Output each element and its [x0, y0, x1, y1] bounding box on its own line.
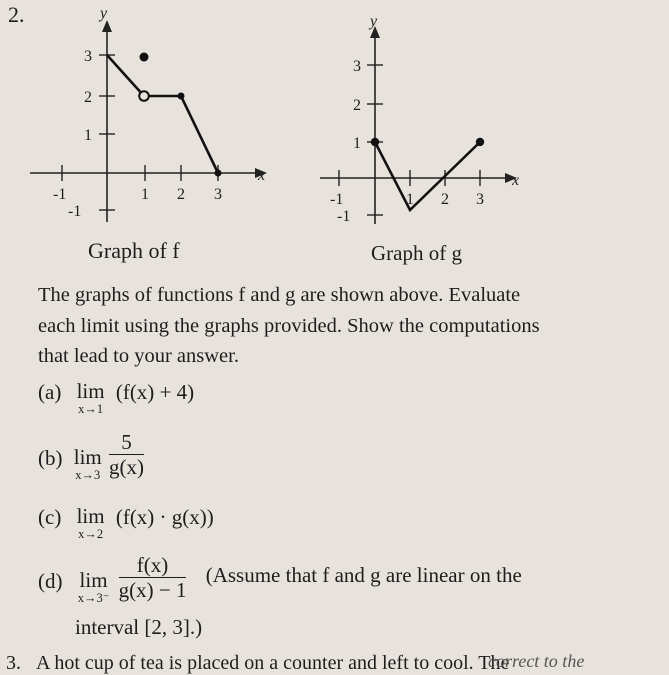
graph-f-ytick-label: 3	[84, 48, 92, 65]
lim-subscript: x→2	[78, 527, 104, 541]
problem-number: 2.	[8, 2, 25, 27]
graph-g-x-label: x	[512, 172, 520, 189]
part-a-lim	[77, 380, 105, 416]
lim-subscript: x→1	[78, 402, 104, 416]
graph-g-xtick-label: 2	[441, 191, 449, 208]
graph-g-xtick-label: 3	[476, 191, 484, 208]
next-problem-number: 3.	[6, 652, 21, 674]
next-problem-text: A hot cup of tea is placed on a counter and left to cool. The	[36, 652, 510, 674]
graph-g-ytick-label: 1	[353, 135, 361, 152]
part-d-label: (d)	[38, 569, 63, 593]
graph-f-endpoint	[215, 170, 222, 177]
part-d	[38, 553, 648, 605]
part-c-expression: (f(x) · g(x))	[115, 505, 214, 529]
fraction-denominator: g(x)	[109, 455, 145, 479]
fraction-denominator: g(x) − 1	[118, 578, 187, 602]
part-b-fraction	[109, 430, 144, 479]
graph-g-endpoint	[371, 138, 379, 146]
graph-f-ytick-label: 1	[84, 127, 92, 144]
graph-g	[300, 0, 560, 275]
graph-f-xtick-label: -1	[53, 186, 67, 203]
graph-g-xtick-label: -1	[330, 191, 344, 208]
fraction-numerator: f(x)	[119, 553, 187, 578]
instructions	[38, 280, 638, 372]
graph-g-xtick-label: 1	[406, 191, 414, 208]
lim-word: lim	[79, 568, 108, 592]
part-d-lim	[78, 553, 110, 605]
lim-subscript: x→3⁻	[77, 591, 110, 605]
graph-f-xtick-label: 3	[214, 186, 222, 203]
part-d-fraction	[119, 553, 187, 602]
part-a-label: (a)	[38, 380, 62, 404]
graph-f-ytick-label: -1	[68, 203, 82, 220]
part-d-note-continued: interval [2, 3].)	[75, 615, 203, 639]
graph-f-endpoint	[178, 93, 185, 100]
graph-f-xtick-label: 2	[177, 186, 185, 203]
fraction-numerator: 5	[109, 430, 144, 455]
instruction-line: each limit using the graphs provided. Show the computations	[38, 314, 540, 337]
graph-f	[20, 0, 290, 265]
next-problem-text-2: correct to the	[488, 651, 585, 671]
graph-g-ytick-label: 2	[353, 97, 361, 114]
graph-g-endpoint	[476, 138, 484, 146]
part-c-label: (c)	[38, 505, 62, 529]
graph-f-caption: Graph of f	[88, 238, 180, 263]
lim-word: lim	[73, 445, 102, 469]
graph-g-y-label: y	[370, 13, 378, 30]
graph-f-ytick-label: 2	[84, 89, 92, 106]
part-a	[38, 380, 194, 416]
lim-subscript: x→3	[75, 468, 101, 482]
graph-g-ytick-label: -1	[337, 208, 351, 225]
part-b	[38, 430, 144, 482]
graph-g-ytick-label: 3	[353, 58, 361, 75]
graph-f-closed-point	[140, 53, 149, 62]
graph-f-y-label: y	[100, 5, 108, 22]
part-c-lim	[77, 505, 105, 541]
graph-g-curve	[375, 142, 480, 210]
graph-g-caption: Graph of g	[371, 241, 462, 265]
lim-word: lim	[76, 379, 105, 403]
graph-f-x-label: x	[258, 167, 266, 184]
instruction-line: that lead to your answer.	[38, 345, 239, 367]
part-b-lim	[74, 430, 102, 482]
graph-f-open-point	[139, 91, 149, 101]
instruction-line: The graphs of functions f and g are shown above. Evaluate	[38, 284, 521, 306]
graph-f-xtick-label: 1	[141, 186, 149, 203]
lim-word: lim	[76, 504, 105, 528]
part-d-note: (Assume that f and g are linear on the	[205, 563, 522, 587]
part-a-expression: (f(x) + 4)	[115, 380, 195, 404]
part-b-label: (b)	[38, 446, 63, 470]
part-c	[38, 505, 214, 541]
graph-f-curve	[107, 55, 218, 173]
